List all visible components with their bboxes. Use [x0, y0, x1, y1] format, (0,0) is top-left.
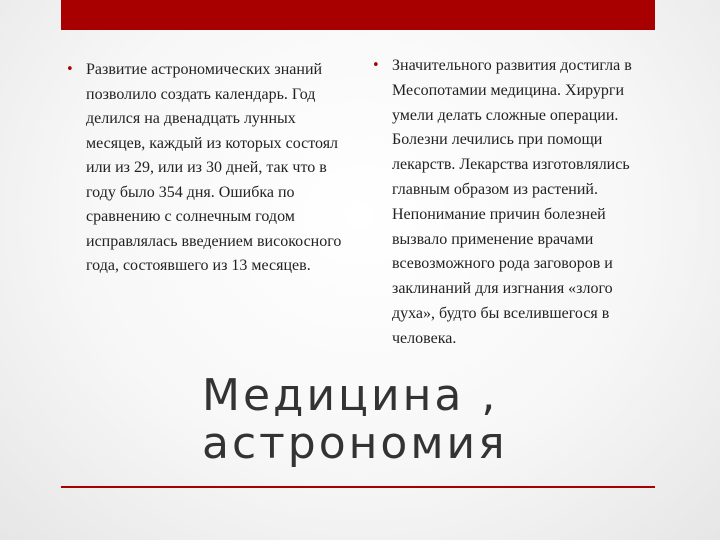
left-bullet-item [66, 58, 351, 279]
right-bullet-item [372, 54, 652, 352]
bullet-marker: • [372, 58, 380, 73]
slide-title-line-2: астрономия [202, 418, 508, 469]
top-accent-bar [61, 0, 655, 30]
bottom-accent-rule [61, 486, 655, 488]
bullet-marker: • [66, 62, 74, 77]
left-bullet-text: Развитие астрономических знаний позволило создать календарь. Год делился на двенадцать лунных месяцев, каждый из которых состоял или из 29, или из 30 дней, так что в году было 354 дня. Ошибка по сравнению с солнечным годом исправлялась введением високосного года, состоявшего из 13 месяцев. [86, 61, 342, 274]
left-bullet-list [66, 58, 351, 279]
slide-title [202, 372, 662, 468]
slide-title-line-1: Медицина , [202, 370, 499, 421]
right-bullet-text: Значительного развития достигла в Месопотамии медицина. Хирурги умели делать сложные операции. Болезни лечились при помощи лекарств. Лекарства изготовлялись главным образом из растений. Непонимание причин болезней вызвало применение врачами всевозможного рода заговоров и заклинаний для изгнания «злого духа», будто бы вселившегося в человека. [392, 57, 632, 347]
right-bullet-list [372, 54, 652, 352]
